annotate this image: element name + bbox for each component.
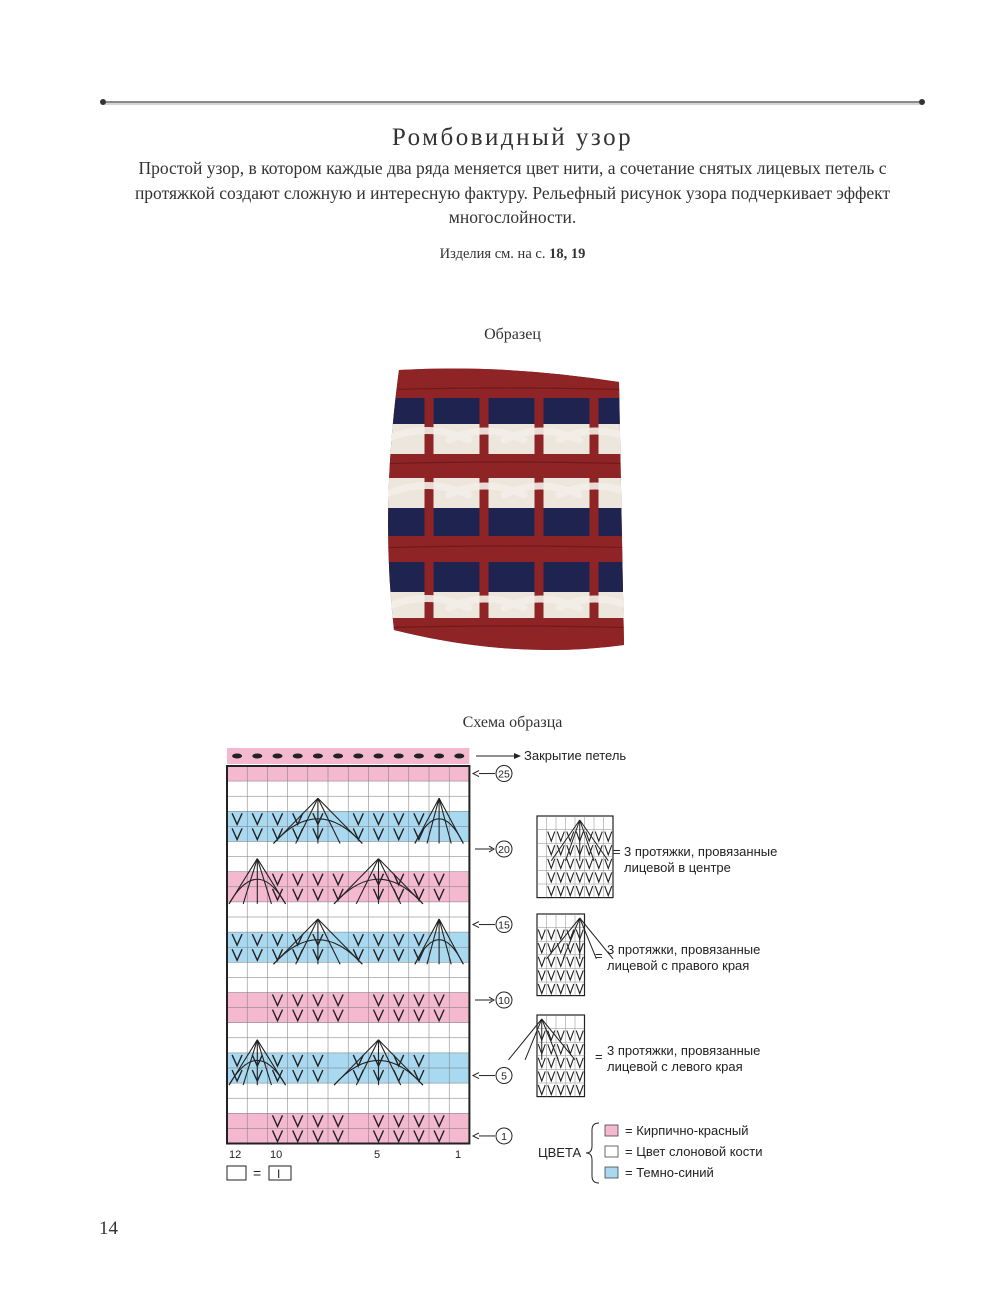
color-name-navy: = Темно-синий (625, 1165, 714, 1180)
row-marker (473, 1128, 512, 1144)
row-marker-number: 10 (498, 995, 510, 1008)
chart-row (227, 1008, 469, 1023)
color-swatch-ivory (605, 1146, 618, 1157)
col-number-12: 12 (229, 1149, 242, 1161)
chart-row (227, 977, 469, 992)
chart-row (227, 1023, 469, 1038)
row-marker (475, 992, 512, 1008)
page-number: 14 (99, 1218, 118, 1239)
chart-row (227, 902, 469, 917)
chart-row (227, 1098, 469, 1113)
row-marker-number: 25 (498, 768, 510, 781)
color-name-ivory: = Цвет слоновой кости (625, 1144, 763, 1159)
legend-1-line2: лицевой в центре (624, 860, 731, 875)
legend-chart-center (537, 816, 613, 898)
chart-row (227, 781, 469, 796)
chart-row (227, 857, 469, 872)
chart-row (227, 1113, 469, 1128)
col-number-5: 5 (374, 1149, 381, 1161)
legend-3-line2: лицевой с левого края (607, 1059, 743, 1074)
bind-off-stitch (252, 754, 262, 759)
bind-off-stitch (454, 754, 464, 759)
bind-off-stitch (414, 754, 424, 759)
intro-text: Простой узор, в котором каждые два ряда меняется цвет нити, а сочетание снятых лицевых петель с протяжкой создают сложную и интересную фактуру. Рельефный рисунок узора подчеркивает эффект многослойности. (134, 158, 891, 227)
chart-row (227, 1083, 469, 1098)
legend-2-line1: 3 протяжки, провязанные (607, 942, 761, 957)
sample-caption: Образец (484, 326, 541, 343)
svg-text:=: = (253, 1165, 262, 1181)
row-marker (473, 1068, 512, 1084)
bind-off-stitch (374, 754, 384, 759)
knitting-chart (222, 748, 794, 1193)
svg-text:=: = (595, 948, 603, 963)
bind-off-row (227, 748, 469, 764)
chart-caption: Схема образца (462, 714, 563, 731)
bind-off-stitch (293, 754, 303, 759)
chart-row (227, 962, 469, 977)
color-name-brick: = Кирпично-красный (625, 1123, 749, 1138)
row-marker (475, 841, 512, 857)
reference-pages: 18, 19 (549, 246, 586, 262)
colors-brace (586, 1123, 599, 1183)
row-marker-number: 15 (498, 919, 510, 932)
chart-row (227, 993, 469, 1008)
row-marker (473, 917, 512, 933)
row-marker (473, 766, 512, 782)
row-marker-number: 1 (501, 1130, 507, 1143)
key-symbol: I (277, 1167, 281, 1181)
bind-off-stitch (434, 754, 444, 759)
legend-1-line1: 3 протяжки, провязанные (624, 844, 778, 859)
bind-off-stitch (232, 754, 242, 759)
reference-prefix: Изделия см. на с. (439, 246, 546, 262)
key-row (227, 1165, 291, 1181)
bind-off-stitch (313, 754, 323, 759)
bind-off-stitch (333, 754, 343, 759)
top-rule (100, 99, 925, 105)
bind-off-stitch (273, 754, 283, 759)
svg-text:=: = (595, 1049, 603, 1064)
bind-off-stitch (353, 754, 363, 759)
products-reference (0, 246, 1000, 263)
page-title: Ромбовидный узор (391, 124, 634, 151)
colors-label: ЦВЕТА (538, 1145, 582, 1160)
chart-row (227, 842, 469, 857)
row-marker-number: 20 (498, 844, 510, 857)
col-number-1: 1 (455, 1149, 462, 1161)
knitted-sample-image (374, 360, 639, 665)
chart-row (227, 1038, 469, 1053)
svg-text:=: = (613, 844, 621, 859)
bind-off-arrow (476, 753, 521, 759)
legend-chart-left (509, 1015, 585, 1097)
bind-off-label: Закрытие петель (524, 748, 627, 763)
color-swatch-navy (605, 1167, 618, 1178)
col-number-10: 10 (270, 1149, 283, 1161)
legend-3-line1: 3 протяжки, провязанные (607, 1043, 761, 1058)
row-markers (473, 766, 512, 1144)
chart-row (227, 1128, 469, 1143)
bind-off-stitch (394, 754, 404, 759)
color-swatch-brick (605, 1125, 618, 1136)
legend-2-line2: лицевой с правого края (607, 958, 750, 973)
row-marker-number: 5 (501, 1070, 507, 1083)
chart-row (227, 766, 469, 781)
